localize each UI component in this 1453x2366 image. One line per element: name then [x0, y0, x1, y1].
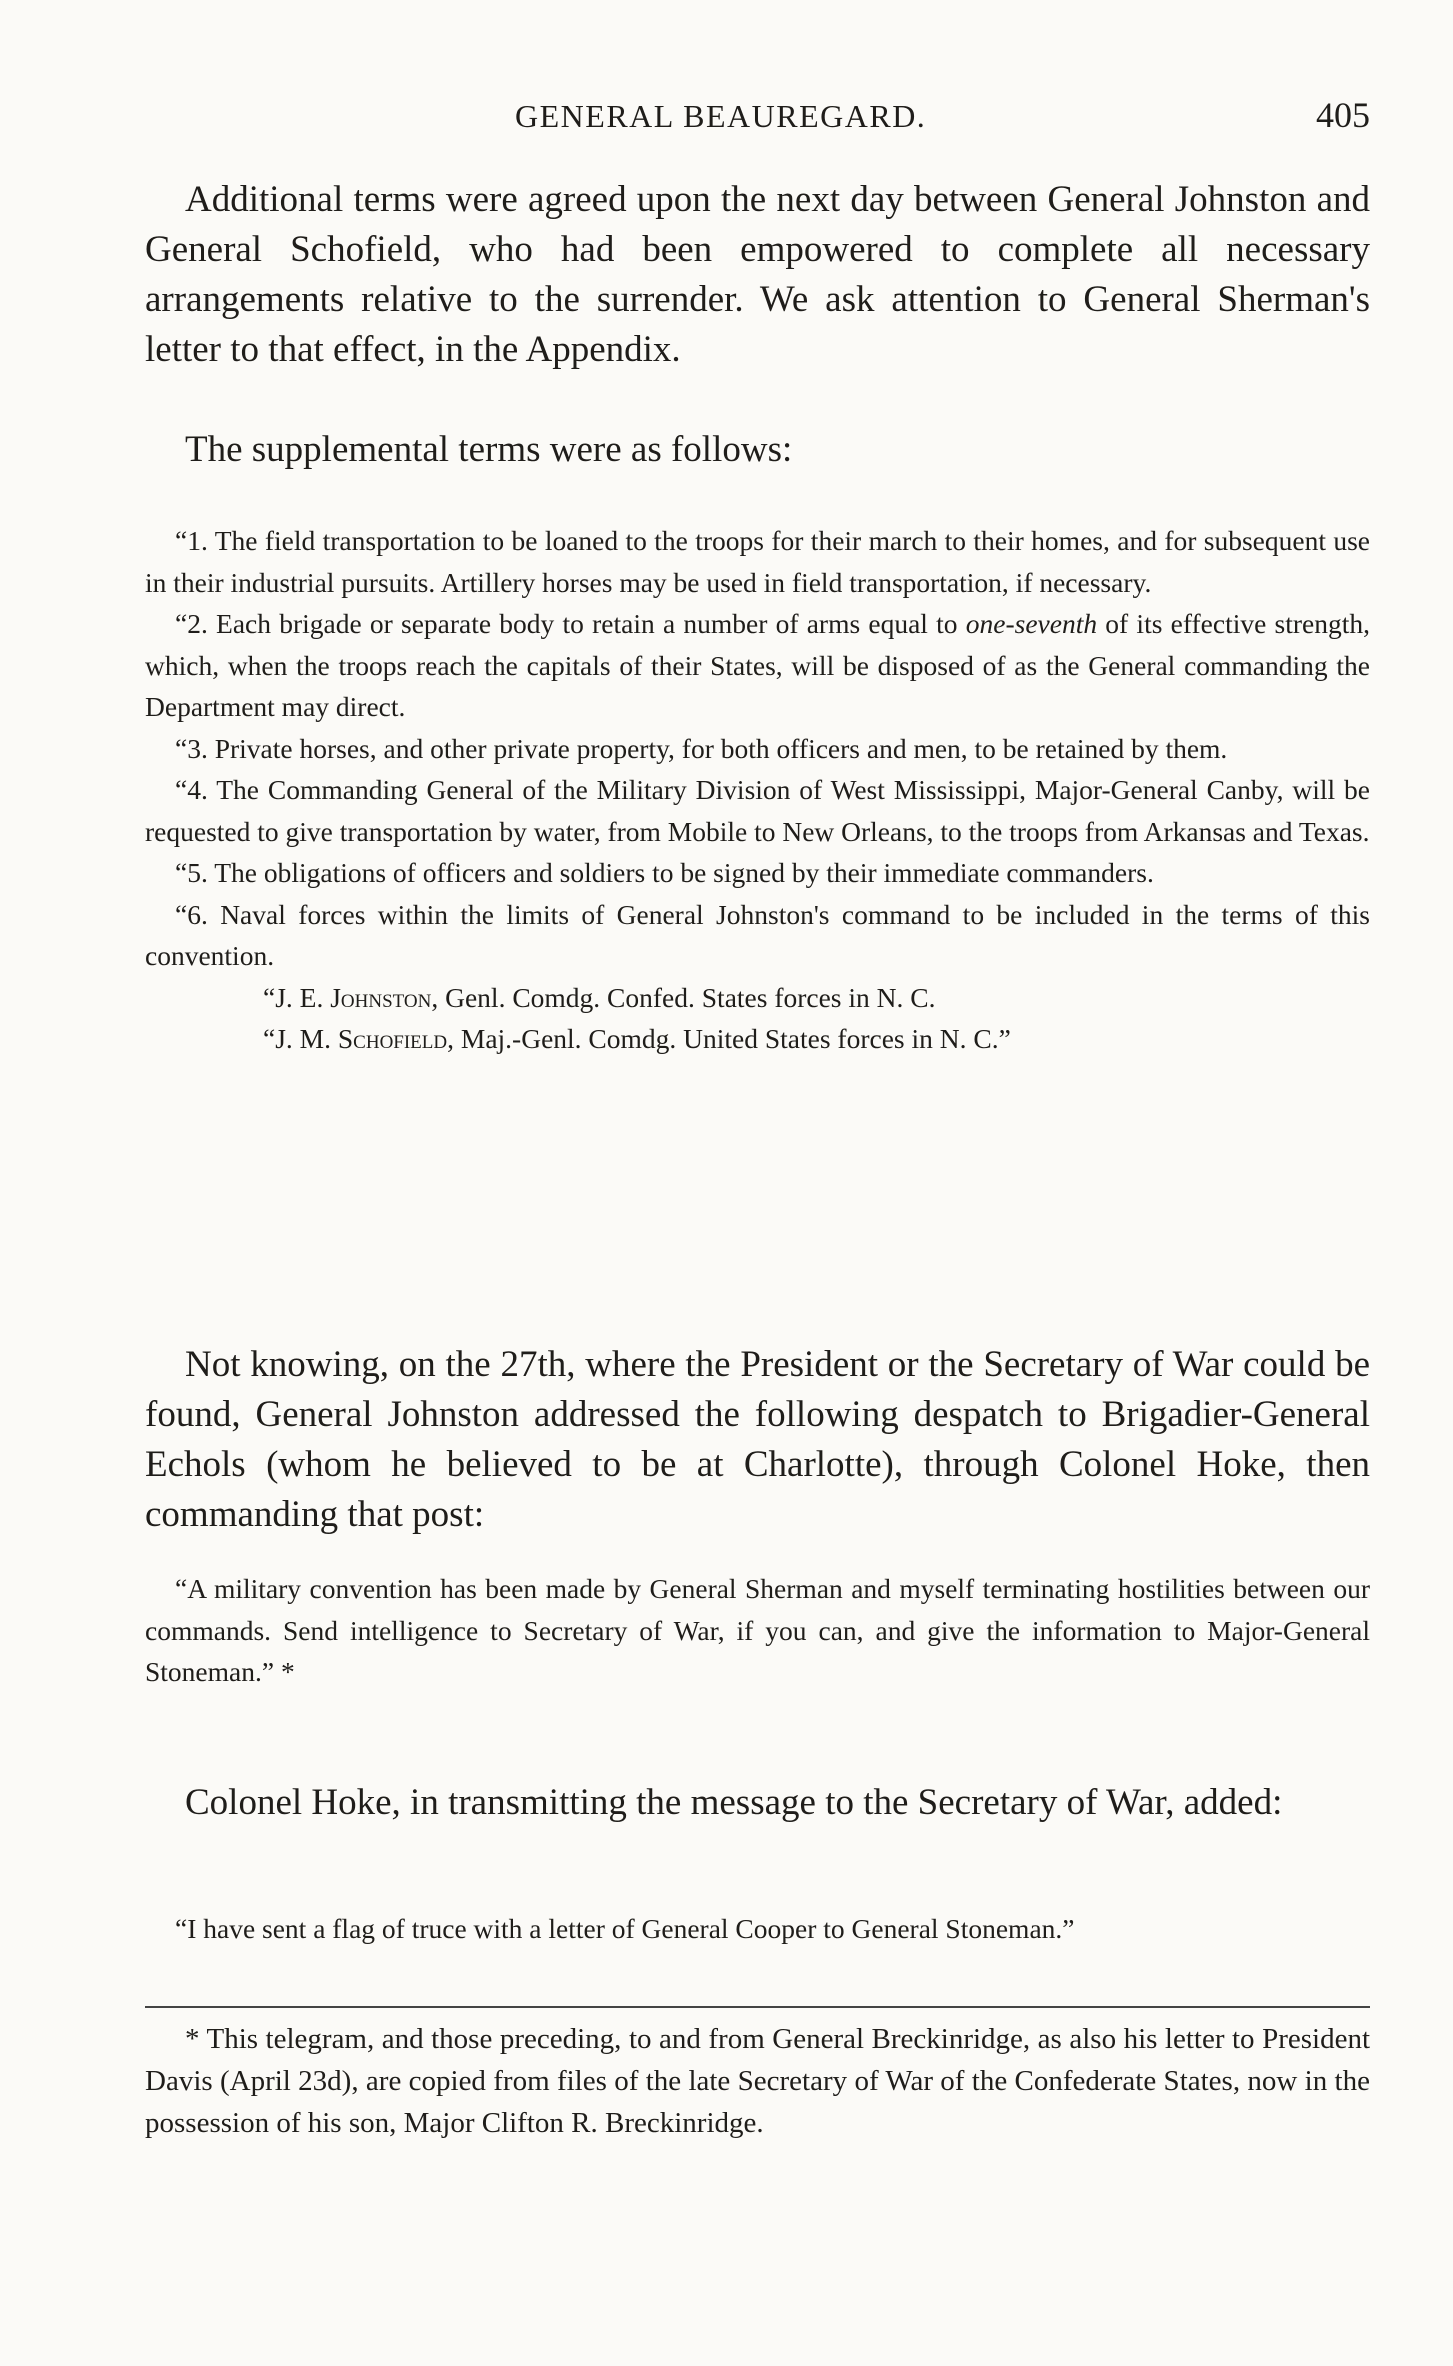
term-6: “6. Naval forces within the limits of General Johnston's command to be included in the terms of this convention. — [145, 898, 1370, 971]
running-title: GENERAL BEAUREGARD. — [515, 98, 927, 134]
despatch-quote: “A military convention has been made by General Sherman and myself terminating hostilities between our commands. Send intelligence to Secretary of War, if you can, and give the information to Major-General Stoneman.” * — [145, 1573, 1370, 1687]
term-5: “5. The obligations of officers and soldiers to be signed by their immediate commanders. — [175, 857, 1154, 888]
signature-johnston-post: , Genl. Comdg. Confed. States forces in N. C. — [431, 981, 936, 1013]
term-4: “4. The Commanding General of the Military Division of West Mississippi, Major-General Canby, will be requested to give transportation by water, from Mobile to New Orleans, to the troops from Arkansas and Texas. — [145, 774, 1370, 847]
term-2-text-a: “2. Each brigade or separate body to retain a number of arms equal to — [175, 608, 966, 639]
footnote-rule — [145, 2006, 1370, 2008]
paragraph-despatch-intro: Not knowing, on the 27th, where the President or the Secretary of War could be found, General Johnston addressed the following despatch to Brigadier-General Echols (whom he believed to be at Charlotte), through Colonel Hoke, then commanding that post: — [145, 1344, 1370, 1535]
page-number: 405 — [1316, 95, 1370, 135]
hoke-quote: “I have sent a flag of truce with a letter of General Cooper to General Stoneman.” — [175, 1913, 1075, 1944]
signature-johnston-pre: “J. E. — [263, 981, 331, 1013]
term-2-text-b: of its effective strength, which, when the troops reach the capitals of their States, will be disposed of as the General commanding the Department may direct. — [145, 608, 1370, 722]
term-3: “3. Private horses, and other private property, for both officers and men, to be retained by them. — [175, 732, 1228, 764]
signature-johnston-name: Johnston — [330, 981, 432, 1013]
paragraph-additional-terms: Additional terms were agreed upon the next day between General Johnston and General Schofield, who had been empowered to complete all necessary arrangements relative to the surrender. We ask attention to General Sherman's letter to that effect, in the Appendix. — [145, 179, 1370, 370]
term-2-emphasis: one-seventh — [965, 608, 1098, 639]
signature-schofield-pre: “J. M. — [263, 1023, 338, 1054]
supplemental-terms-list — [145, 520, 1370, 1060]
signature-johnston — [145, 977, 1370, 1019]
signature-schofield-post: , Maj.-Genl. Comdg. United States forces in N. C.” — [447, 1023, 1011, 1054]
running-head — [145, 95, 1370, 148]
paragraph-hoke: Colonel Hoke, in transmitting the message to the Secretary of War, added: — [185, 1782, 1283, 1823]
footnote: * This telegram, and those preceding, to and from General Breckinridge, as also his letter to President Davis (April 23d), are copied from files of the late Secretary of War of the Confederate States, now in the possession of his son, Major Clifton R. Breckinridge. — [145, 2023, 1370, 2139]
signature-schofield — [145, 1018, 1370, 1060]
term-1: “1. The field transportation to be loaned to the troops for their march to their homes, and for subsequent use in their industrial pursuits. Artillery horses may be used in field transportation, if necessary. — [145, 525, 1370, 598]
paragraph-supplemental-intro: The supplemental terms were as follows: — [185, 429, 793, 470]
term-2 — [145, 603, 1370, 728]
signature-schofield-name: Schofield — [337, 1023, 448, 1054]
